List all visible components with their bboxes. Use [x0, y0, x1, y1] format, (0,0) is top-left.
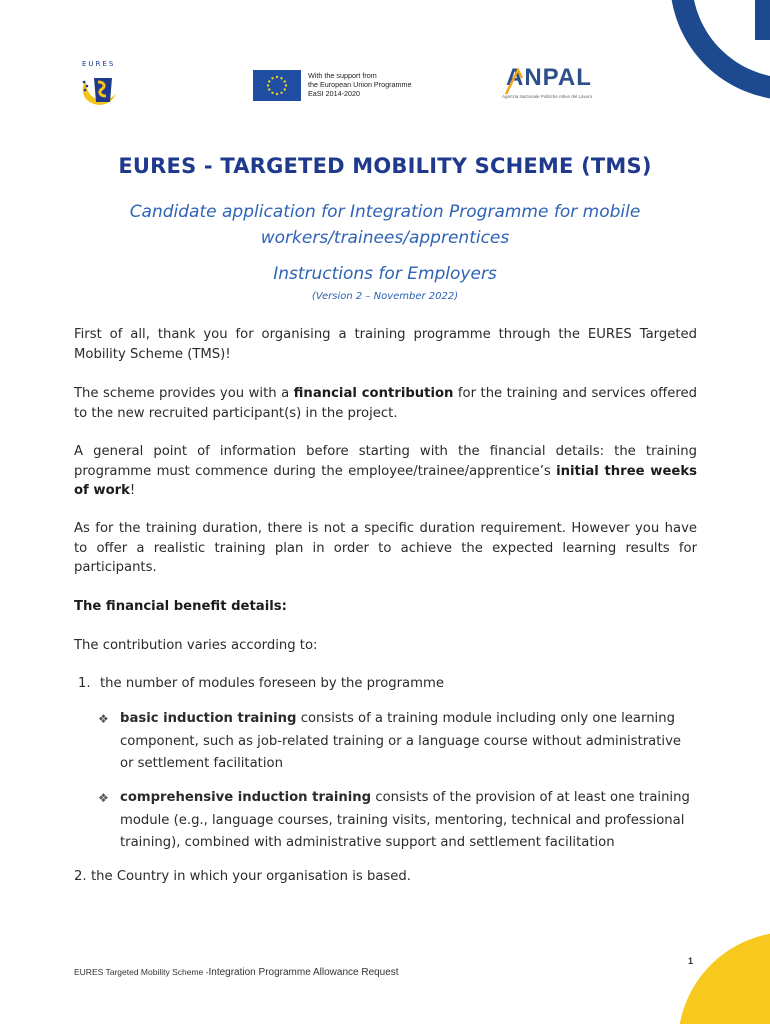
page-title: EURES - TARGETED MOBILITY SCHEME (TMS) — [118, 154, 652, 178]
duration-paragraph: As for the training duration, there is not a specific duration requirement. However you have to offer a realistic training plan in order to achieve the expected learning results for participants. — [74, 521, 697, 575]
text-span: for the training and services offered to the new recruited participant(s) in the project. — [74, 386, 697, 421]
bullet-item — [120, 708, 698, 776]
footer-prefix: EURES Targeted Mobility Scheme - — [74, 967, 209, 977]
eu-support-text — [308, 71, 411, 98]
page-footer — [74, 967, 399, 978]
diamond-bullet-icon: ❖ — [98, 791, 109, 805]
page-number: 1 — [688, 956, 694, 966]
list-number: 2. — [74, 869, 87, 884]
timing-paragraph — [74, 442, 697, 501]
contribution-intro: The contribution varies according to: — [74, 638, 318, 653]
eures-logo-text: EURES — [82, 60, 116, 68]
intro-paragraph: First of all, thank you for organising a training programme through the EURES Targeted Mobility Scheme (TMS)! — [74, 327, 697, 362]
footer-title: Integration Programme Allowance Request — [208, 967, 399, 978]
text-span: ! — [129, 483, 136, 498]
bottom-right-decoration — [660, 914, 770, 1024]
eu-support-line: With the support from — [308, 71, 377, 80]
list-item: the Country in which your organisation is based. — [91, 869, 411, 884]
diamond-bullet-icon: ❖ — [98, 712, 109, 726]
bold-text: financial contribution — [293, 386, 454, 401]
text-span: The scheme provides you with a — [74, 386, 294, 401]
bold-text: basic induction training — [120, 711, 297, 726]
text-span: consists of the provision of at least one training module (e.g., language courses, training visits, mentoring, technical and professional training), combined with administrative support and settlement facilitation — [120, 790, 690, 850]
anpal-logo-text: ANPAL — [506, 64, 592, 91]
text-span: consists of a training module including only one learning component, such as job-related training or a language course without administrative or settlement facilitation — [120, 711, 682, 771]
top-right-decoration — [640, 0, 770, 130]
list-number: 1. — [78, 676, 91, 691]
eures-logo-icon — [76, 62, 122, 108]
bold-text: comprehensive induction training — [120, 790, 372, 805]
instructions-title: Instructions for Employers — [273, 264, 497, 284]
text-span: A general point of information before starting with the financial details: the training programme must commence during the employee/trainee/apprentice’s — [74, 444, 697, 479]
bold-text: initial three weeks of work — [74, 463, 697, 498]
anpal-subtitle: Agenzia Nazionale Politiche Attive del Lavoro — [502, 94, 593, 99]
anpal-logo-icon — [502, 66, 542, 96]
version-label: (Version 2 – November 2022) — [311, 291, 459, 302]
bullet-item — [120, 787, 698, 855]
page-subtitle: Candidate application for Integration Programme for mobile workers/trainees/apprentices — [129, 202, 641, 248]
list-item: the number of modules foreseen by the programme — [100, 676, 444, 691]
eu-support-line: EaSI 2014-2020 — [308, 89, 360, 98]
eu-support-line: the European Union Programme — [308, 80, 412, 89]
contribution-paragraph — [74, 384, 697, 423]
eu-flag-icon — [253, 70, 301, 101]
section-heading: The financial benefit details: — [74, 599, 287, 614]
